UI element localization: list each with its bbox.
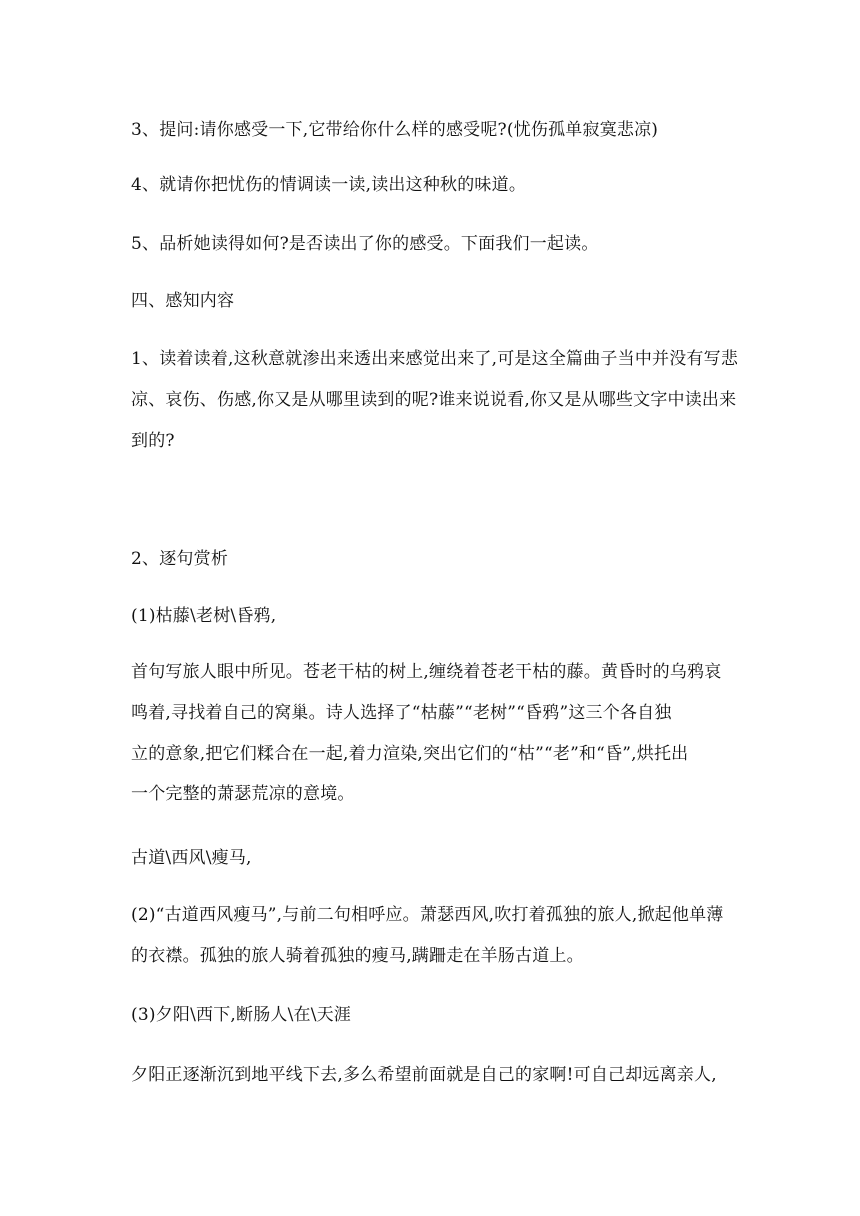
paragraph-line: 立的意象,把它们糅合在一起,着力渲染,突出它们的“枯”“老”和“昏”,烘托出 xyxy=(131,744,689,764)
verse-line-1: (1)枯藤\老树\昏鸦, xyxy=(131,606,277,626)
paragraph-line: 夕阳正逐渐沉到地平线下去,多么希望前面就是自己的家啊!可自己却远离亲人, xyxy=(131,1065,717,1085)
paragraph-line: 首句写旅人眼中所见。苍老干枯的树上,缠绕着苍老干枯的藤。黄昏时的乌鸦哀 xyxy=(131,662,722,682)
line-question-3: 3、提问:请你感受一下,它带给你什么样的感受呢?(忧伤孤单寂寞悲凉) xyxy=(131,120,659,140)
paragraph-line: 鸣着,寻找着自己的窝巢。诗人选择了“枯藤”“老树”“昏鸦”这三个各自独 xyxy=(131,703,672,723)
paragraph-line: 1、读着读着,这秋意就渗出来透出来感觉出来了,可是这全篇曲子当中并没有写悲 xyxy=(131,349,739,369)
verse-line-2: 古道\西风\瘦马, xyxy=(131,848,252,868)
paragraph-line: 的衣襟。孤独的旅人骑着孤独的瘦马,蹒跚走在羊肠古道上。 xyxy=(131,946,584,966)
section-heading-4: 四、感知内容 xyxy=(131,291,235,311)
paragraph-line: 到的? xyxy=(131,431,175,451)
paragraph-line: 凉、哀伤、伤感,你又是从哪里读到的呢?谁来说说看,你又是从哪些文字中读出来 xyxy=(131,390,737,410)
paragraph-line: 一个完整的萧瑟荒凉的意境。 xyxy=(131,784,355,804)
paragraph-line: (2)“古道西风瘦马”,与前二句相呼应。萧瑟西风,吹打着孤独的旅人,掀起他单薄 xyxy=(131,905,724,925)
verse-line-3: (3)夕阳\西下,断肠人\在\天涯 xyxy=(131,1005,352,1025)
line-item-4: 4、就请你把忧伤的情调读一读,读出这种秋的味道。 xyxy=(131,175,527,195)
line-item-5: 5、品析她读得如何?是否读出了你的感受。下面我们一起读。 xyxy=(131,234,599,254)
subheading-2: 2、逐句赏析 xyxy=(131,549,229,569)
